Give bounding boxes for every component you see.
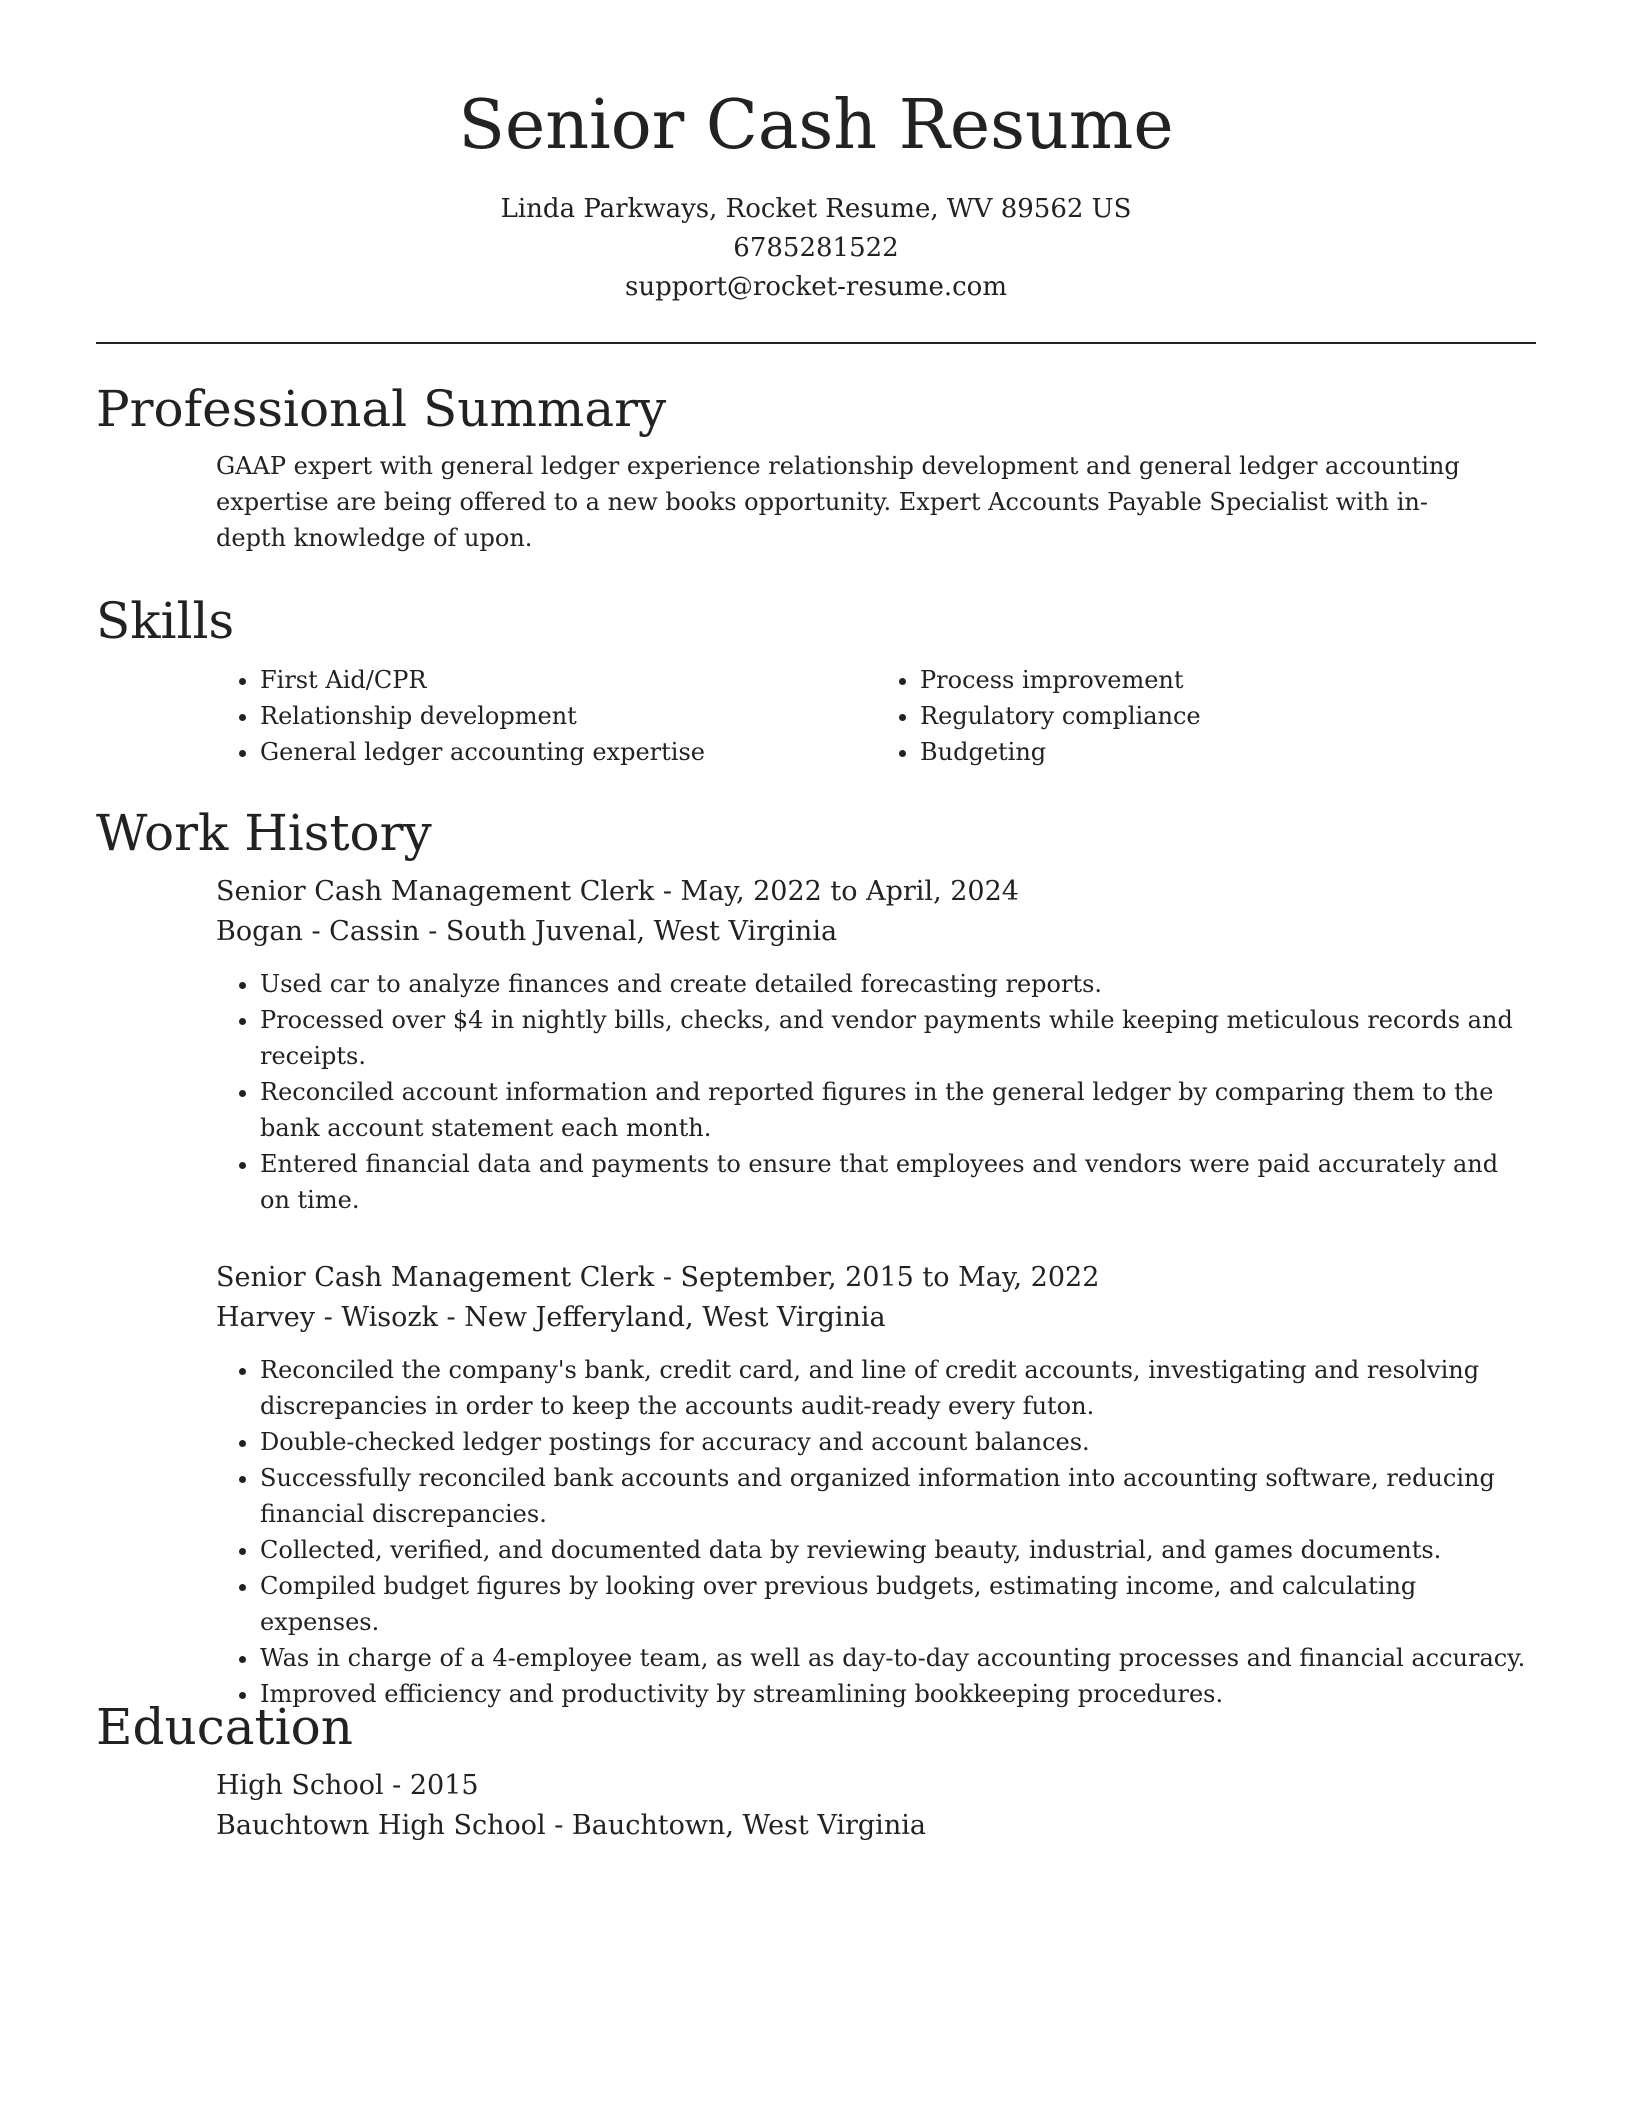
contact-email: support@rocket-resume.com xyxy=(624,272,1007,302)
skill-item: • Regulatory compliance xyxy=(920,698,1536,734)
header-divider xyxy=(96,342,1536,344)
job-bullet: • Reconciled the company's bank, credit card, and line of credit accounts, investigating and resolving discrepancies in order to keep the accounts audit-ready every futon. xyxy=(260,1352,1526,1424)
contact-block xyxy=(0,190,1632,307)
skills-right-list xyxy=(876,662,1536,770)
skills-body xyxy=(96,662,1536,770)
job-title-line: Senior Cash Management Clerk - May, 2022 to April, 2024 xyxy=(216,876,1019,907)
education-body xyxy=(96,1766,1536,1846)
job-bullet: • Improved efficiency and productivity by streamlining bookkeeping procedures. xyxy=(260,1676,1526,1712)
job-bullets xyxy=(216,966,1536,1218)
skills-heading: Skills xyxy=(96,592,235,650)
job-company-line: Bogan - Cassin - South Juvenal, West Virginia xyxy=(216,916,838,947)
job-bullet: • Used car to analyze finances and create detailed forecasting reports. xyxy=(260,966,1526,1002)
work-heading: Work History xyxy=(96,804,432,862)
contact-address: Linda Parkways, Rocket Resume, WV 89562 US xyxy=(500,194,1132,224)
education-heading: Education xyxy=(96,1698,353,1756)
skill-item: • Budgeting xyxy=(920,734,1536,770)
job-company-line: Harvey - Wisozk - New Jefferyland, West Virginia xyxy=(216,1302,886,1333)
skills-grid xyxy=(216,662,1536,770)
summary-body xyxy=(96,448,1536,556)
education-section xyxy=(96,1696,1536,1846)
education-school-line: Bauchtown High School - Bauchtown, West Virginia xyxy=(216,1810,926,1841)
job-entry xyxy=(216,872,1536,1218)
job-bullet: • Entered financial data and payments to ensure that employees and vendors were paid accurately and on time. xyxy=(260,1146,1526,1218)
contact-phone: 6785281522 xyxy=(733,233,899,263)
summary-heading: Professional Summary xyxy=(96,380,667,438)
resume-header xyxy=(0,0,1632,307)
work-body xyxy=(96,872,1536,1712)
skill-item: • First Aid/CPR xyxy=(260,662,876,698)
job-bullet: • Double-checked ledger postings for accuracy and account balances. xyxy=(260,1424,1526,1460)
job-bullet: • Successfully reconciled bank accounts and organized information into accounting software, reducing financial discrepancies. xyxy=(260,1460,1526,1532)
skill-item: • General ledger accounting expertise xyxy=(260,734,876,770)
skills-left-list xyxy=(216,662,876,770)
job-title-line: Senior Cash Management Clerk - September, 2015 to May, 2022 xyxy=(216,1262,1100,1293)
skills-section xyxy=(96,590,1536,770)
job-bullet: • Compiled budget figures by looking over previous budgets, estimating income, and calculating expenses. xyxy=(260,1568,1526,1640)
job-bullet: • Was in charge of a 4-employee team, as well as day-to-day accounting processes and financial accuracy. xyxy=(260,1640,1526,1676)
job-bullet: • Collected, verified, and documented data by reviewing beauty, industrial, and games documents. xyxy=(260,1532,1526,1568)
work-section xyxy=(96,802,1536,1712)
job-entry xyxy=(216,1258,1536,1712)
summary-text: GAAP expert with general ledger experience relationship development and general ledger accounting expertise are being offered to a new books opportunity. Expert Accounts Payable Specialist with in-depth knowledge of upon. xyxy=(216,452,1460,552)
job-bullet: • Reconciled account information and reported figures in the general ledger by comparing them to the bank account statement each month. xyxy=(260,1074,1526,1146)
summary-section xyxy=(96,378,1536,556)
skill-item: • Relationship development xyxy=(260,698,876,734)
job-bullet: • Processed over $4 in nightly bills, checks, and vendor payments while keeping meticulous records and receipts. xyxy=(260,1002,1526,1074)
skill-item: • Process improvement xyxy=(920,662,1536,698)
education-degree-line: High School - 2015 xyxy=(216,1770,479,1801)
job-bullets xyxy=(216,1352,1536,1712)
resume-title: Senior Cash Resume xyxy=(458,86,1174,165)
